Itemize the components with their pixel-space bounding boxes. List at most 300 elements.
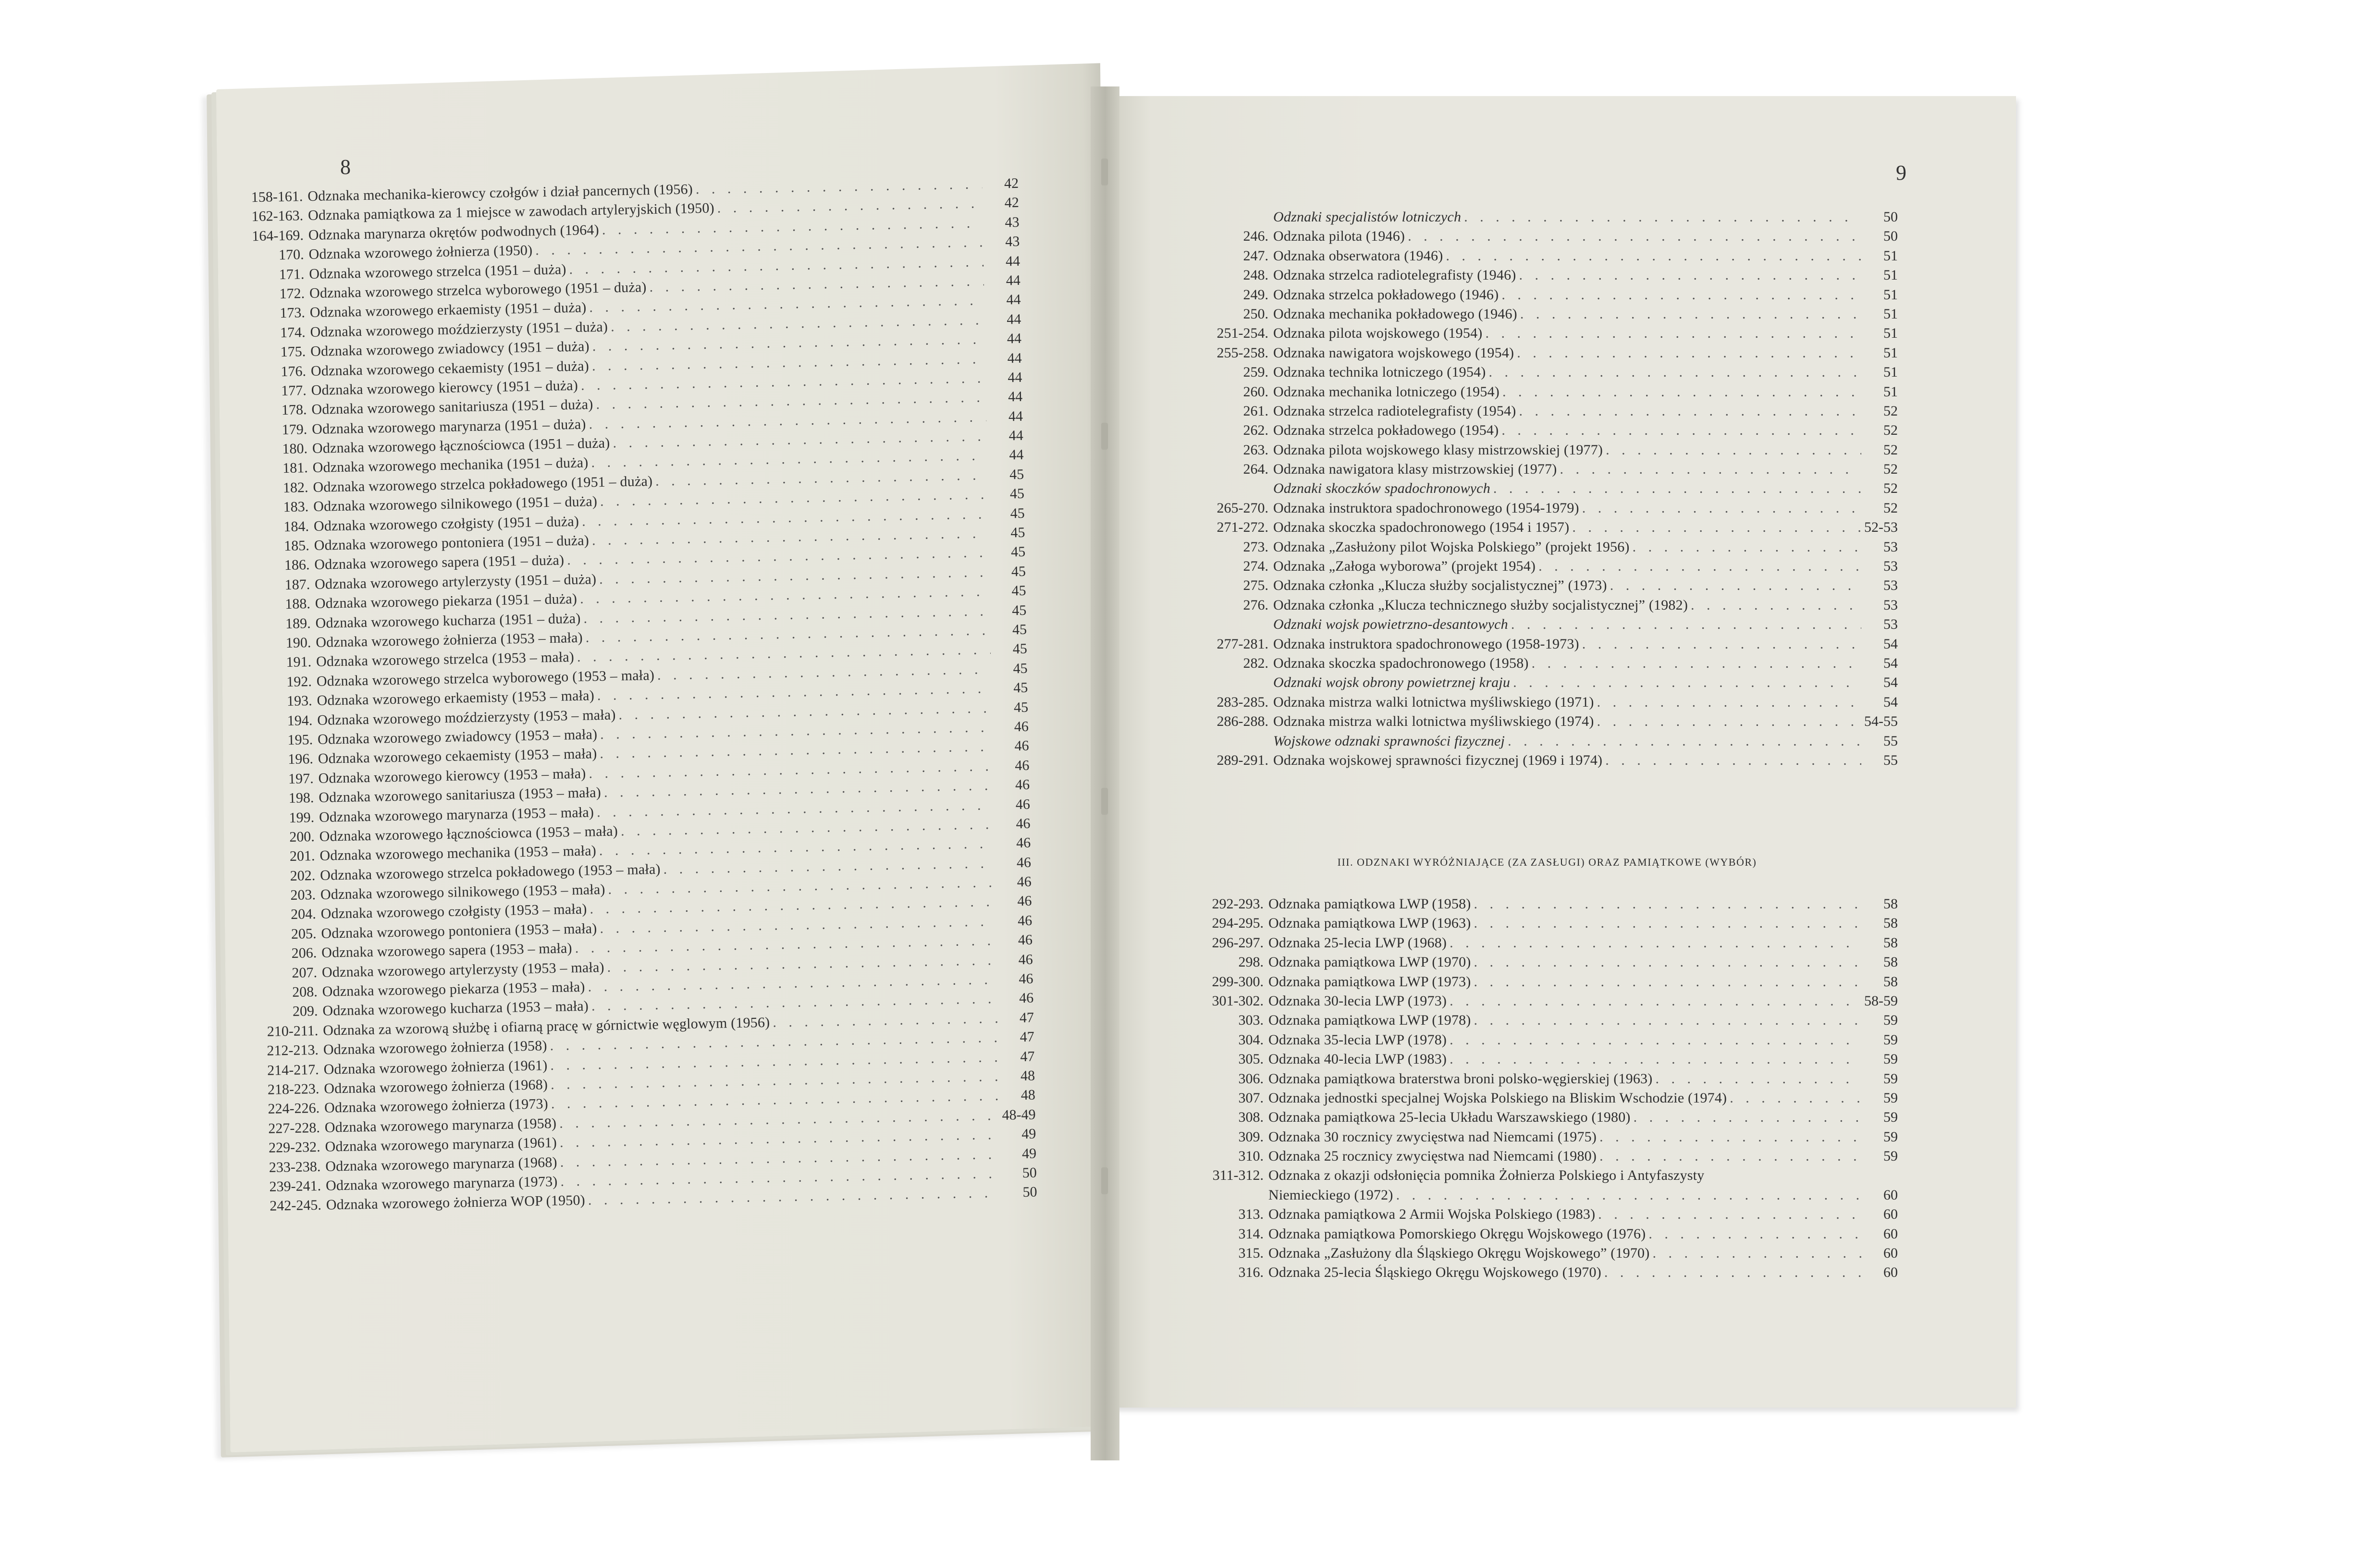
entry-title: Odznaka wzorowego łącznościowca (1951 – duża) — [312, 435, 610, 457]
entry-number: 233-238. — [269, 1158, 321, 1176]
toc-entry — [1192, 1108, 1898, 1127]
entry-page: 58 — [1883, 973, 1898, 990]
entry-page: 43 — [1005, 214, 1020, 231]
entry-number: 259. — [1243, 364, 1268, 380]
entry-number: 182. — [283, 479, 308, 496]
entry-page: 50 — [1022, 1164, 1037, 1181]
dot-leader — [1599, 1127, 1861, 1147]
entry-page: 46 — [1014, 757, 1030, 774]
entry-number: 186. — [284, 557, 310, 574]
entry-number: 316. — [1238, 1264, 1264, 1281]
entry-title: Odznaka pamiątkowa LWP (1958) — [1268, 896, 1471, 912]
binding-staple — [1101, 788, 1108, 815]
toc-entry — [1196, 363, 1898, 382]
entry-number: 305. — [1238, 1051, 1264, 1067]
entry-number: 250. — [1243, 306, 1268, 322]
entry-title: Odznaka pamiątkowa LWP (1978) — [1268, 1012, 1471, 1029]
entry-page: 54 — [1883, 674, 1898, 691]
entry-number: 263. — [1243, 441, 1268, 458]
entry-number: 307. — [1238, 1090, 1264, 1106]
entry-title: Odznaka skoczka spadochronowego (1954 i 1957) — [1273, 519, 1570, 536]
entry-title: Odznaka nawigatora wojskowego (1954) — [1273, 344, 1514, 361]
entry-title: Odznaka wojskowej sprawności fizycznej (1969 i 1974) — [1273, 752, 1603, 768]
entry-title: Odznaka strzelca radiotelegrafisty (1946) — [1273, 267, 1516, 283]
entry-number: 198. — [288, 790, 314, 807]
entry-number: 164-169. — [252, 227, 304, 244]
entry-title: Odznaka „Zasłużony dla Śląskiego Okręgu Wojskowego” (1970) — [1268, 1245, 1650, 1262]
entry-page: 46 — [1015, 776, 1030, 793]
dot-leader — [1513, 673, 1861, 692]
toc-entry — [1196, 596, 1898, 615]
entry-number: 255-258. — [1217, 344, 1268, 361]
entry-title: Odznaka wzorowego żołnierza (1968) — [324, 1077, 548, 1097]
entry-title: Odznaka pamiątkowa LWP (1970) — [1268, 954, 1471, 970]
left-toc-list — [231, 174, 1037, 1216]
entry-title: Odznaka 25 rocznicy zwycięstwa nad Niemcami (1980) — [1268, 1148, 1597, 1164]
toc-entry — [1192, 972, 1898, 992]
entry-title: Odznaka za wzorową służbę i ofiarną pracę w górnictwie węglowym (1956) — [322, 1014, 770, 1039]
entry-number: 204. — [290, 906, 317, 923]
dot-leader — [1488, 363, 1861, 382]
entry-number: 239-241. — [269, 1177, 321, 1195]
entry-page: 59 — [1883, 1051, 1898, 1067]
entry-page: 46 — [1016, 815, 1031, 832]
entry-title: Odznaka 30-lecia LWP (1973) — [1268, 992, 1447, 1009]
entry-title: Odznaka „Zasłużony pilot Wojska Polskiego” (projekt 1956) — [1273, 539, 1630, 555]
toc-entry — [1192, 1205, 1898, 1224]
entry-title: Odznaka 35-lecia LWP (1978) — [1268, 1031, 1447, 1048]
dot-leader — [1450, 992, 1861, 1011]
entry-page: 44 — [1007, 331, 1022, 347]
entry-page: 54 — [1883, 655, 1898, 671]
entry-page: 55 — [1883, 733, 1898, 749]
entry-title: Odznaka wzorowego artylerzysty (1951 – duża) — [314, 571, 597, 592]
entry-number: 311-312. — [1212, 1167, 1264, 1184]
entry-title: Odznaka członka „Klucza technicznego służby socjalistycznej” (1982) — [1273, 597, 1688, 613]
entry-number: 177. — [281, 382, 307, 399]
toc-entry — [1196, 227, 1898, 246]
entry-title: Odznaki specjalistów lotniczych — [1273, 209, 1462, 225]
entry-number: 175. — [280, 343, 306, 360]
toc-entry — [1192, 1166, 1898, 1205]
entry-number: 242-245. — [270, 1197, 322, 1214]
dot-leader — [1610, 576, 1861, 595]
entry-number: 246. — [1243, 228, 1268, 245]
entry-title: Odznaka mistrza walki lotnictwa myśliwskiego (1971) — [1273, 694, 1594, 710]
entry-page: 59 — [1883, 1148, 1898, 1164]
entry-page: 54 — [1883, 694, 1898, 710]
toc-entry — [1196, 382, 1898, 402]
entry-number: 188. — [285, 596, 311, 612]
dot-leader — [1519, 402, 1861, 421]
entry-page: 60 — [1883, 1187, 1898, 1203]
entry-number: 201. — [289, 848, 315, 865]
entry-number: 310. — [1238, 1148, 1264, 1164]
entry-title: Odznaka wzorowego czołgisty (1953 – mała) — [320, 901, 587, 922]
entry-title: Odznaka wzorowego marynarza (1951 – duża) — [311, 416, 586, 437]
entry-number: 172. — [279, 285, 305, 302]
entry-number: 199. — [289, 809, 315, 826]
toc-entry — [1196, 402, 1898, 421]
entry-title: Odznaka strzelca pokładowego (1946) — [1273, 286, 1499, 303]
dot-leader — [1511, 615, 1861, 634]
entry-number: 179. — [282, 421, 307, 438]
right-page-number: 9 — [1896, 161, 1906, 184]
entry-page: 49 — [1021, 1145, 1037, 1162]
entry-page: 58 — [1883, 934, 1898, 951]
toc-entry — [1196, 751, 1898, 770]
entry-title: Odznaka skoczka spadochronowego (1958) — [1273, 655, 1529, 671]
entry-page: 53 — [1883, 558, 1898, 575]
entry-page: 46 — [1016, 834, 1031, 851]
toc-entry — [1192, 1147, 1898, 1166]
entry-page: 52 — [1883, 422, 1898, 439]
entry-number: 200. — [289, 828, 315, 845]
entry-title: Odznaka wzorowego sanitariusza (1953 – mała) — [318, 784, 602, 806]
entry-page: 42 — [1004, 195, 1020, 211]
toc-entry — [1192, 1225, 1898, 1244]
entry-number: 192. — [286, 673, 312, 690]
entry-page: 60 — [1883, 1225, 1898, 1242]
entry-number: 206. — [291, 945, 317, 962]
entry-number: 210-211. — [267, 1022, 319, 1040]
toc-entry — [1196, 693, 1898, 712]
toc-entry — [1192, 1050, 1898, 1069]
entry-page: 60 — [1883, 1206, 1898, 1223]
entry-title: Odznaka pilota wojskowego klasy mistrzowskiej (1977) — [1273, 441, 1603, 458]
entry-number: 292-293. — [1212, 896, 1264, 912]
dot-leader — [1730, 1089, 1861, 1108]
entry-title: Odznaka pamiątkowa 25-lecia Układu Warszawskiego (1980) — [1268, 1109, 1631, 1126]
entry-number: 183. — [283, 499, 309, 515]
entry-page: 44 — [1007, 350, 1022, 366]
entry-number: 224-226. — [268, 1100, 320, 1117]
entry-page: 45 — [1013, 679, 1028, 696]
dot-leader — [1493, 479, 1861, 498]
toc-entry — [1196, 266, 1898, 285]
entry-title: Odznaka pamiątkowa Pomorskiego Okręgu Wojskowego (1976) — [1268, 1225, 1646, 1242]
entry-title: Odznaka wzorowego marynarza (1958) — [324, 1115, 557, 1136]
entry-page: 52 — [1883, 500, 1898, 516]
entry-title: Odznaka wzorowego żołnierza (1973) — [324, 1096, 549, 1116]
entry-title: Odznaka wzorowego sapera (1953 – mała) — [321, 940, 572, 961]
entry-number: 187. — [284, 576, 310, 593]
entry-page: 53 — [1883, 616, 1898, 633]
entry-title: Odznaka wzorowego cekaemisty (1953 – mała) — [318, 746, 597, 767]
entry-number: 248. — [1243, 267, 1268, 283]
entry-title: Odznaka wzorowego żołnierza (1953 – mała) — [316, 629, 583, 650]
toc-entry — [1196, 324, 1898, 343]
entry-title: Odznaka wzorowego żołnierza (1950) — [308, 242, 533, 263]
entry-title-continued: Niemieckiego (1972) — [1268, 1187, 1393, 1203]
entry-title: Odznaka instruktora spadochronowego (1958-1973) — [1273, 636, 1579, 652]
entry-number: 275. — [1243, 577, 1268, 594]
dot-leader — [1408, 227, 1861, 246]
entry-title: Odznaka wzorowego zwiadowcy (1953 – mała) — [317, 726, 598, 747]
entry-number: 178. — [281, 402, 307, 418]
left-page-number: 8 — [340, 155, 351, 179]
entry-page: 47 — [1019, 1009, 1034, 1026]
entry-title: Odznaka wzorowego żołnierza (1961) — [323, 1057, 548, 1078]
entry-number: 176. — [281, 363, 307, 380]
entry-number: 209. — [292, 1003, 318, 1020]
entry-page: 44 — [1006, 272, 1021, 289]
entry-number: 173. — [279, 305, 306, 321]
entry-page: 52 — [1883, 480, 1898, 497]
entry-page: 44 — [1008, 408, 1023, 425]
entry-number: 277-281. — [1217, 636, 1268, 652]
entry-title: Odznaka instruktora spadochronowego (1954-1979) — [1273, 500, 1579, 516]
entry-number: 309. — [1238, 1128, 1264, 1145]
dot-leader — [1633, 538, 1861, 557]
entry-page: 47 — [1020, 1029, 1034, 1045]
toc-entry — [1196, 557, 1898, 576]
dot-leader — [1464, 208, 1861, 227]
toc-subheading — [1196, 732, 1898, 751]
entry-title: Odznaka wzorowego strzelca pokładowego (1953 – mała) — [320, 861, 661, 883]
dot-leader — [1502, 382, 1861, 402]
entry-number: 158-161. — [251, 188, 303, 206]
entry-title: Odznaka wzorowego kierowcy (1951 – duża) — [311, 377, 578, 398]
entry-page: 45 — [1009, 466, 1024, 483]
entry-number: 208. — [292, 983, 318, 1000]
entry-number: 203. — [290, 887, 316, 904]
toc-entry — [1196, 635, 1898, 654]
entry-number: 282. — [1243, 655, 1268, 671]
entry-page: 48-49 — [1002, 1106, 1036, 1123]
entry-page: 50 — [1022, 1184, 1037, 1200]
entry-number: 180. — [282, 441, 308, 457]
dot-leader — [1599, 1147, 1861, 1166]
entry-page: 59 — [1883, 1128, 1898, 1145]
entry-number: 190. — [285, 635, 311, 651]
entry-page: 45 — [1010, 505, 1025, 522]
entry-number: 247. — [1243, 247, 1268, 264]
toc-entry — [1196, 305, 1898, 324]
entry-title: Odznaka wzorowego pontoniera (1953 – mała) — [321, 920, 597, 942]
entry-number: 174. — [280, 324, 306, 341]
entry-number: 304. — [1238, 1031, 1264, 1048]
dot-leader — [1450, 933, 1861, 953]
entry-page: 45 — [1012, 602, 1027, 618]
entry-number: 227-228. — [268, 1119, 320, 1137]
entry-page: 60 — [1883, 1264, 1898, 1281]
entry-page: 58 — [1883, 954, 1898, 970]
entry-page: 44 — [1006, 292, 1021, 308]
dot-leader — [1446, 246, 1861, 266]
toc-entry — [1196, 499, 1898, 518]
entry-title: Odznaki skoczków spadochronowych — [1273, 480, 1490, 497]
entry-title: Odznaka wzorowego strzelca wyborowego (1953 – mała) — [316, 667, 655, 689]
entry-page: 44 — [1008, 427, 1024, 444]
entry-title: Odznaka wzorowego sanitariusza (1951 – duża) — [311, 396, 593, 418]
entry-page: 51 — [1883, 344, 1898, 361]
entry-page: 45 — [1010, 544, 1026, 560]
entry-number: 265-270. — [1217, 500, 1268, 516]
dot-leader — [1606, 441, 1861, 460]
entry-page: 51 — [1883, 364, 1898, 380]
entry-number: 218-223. — [267, 1080, 320, 1098]
toc-entry — [1192, 1069, 1898, 1089]
entry-number: 289-291. — [1217, 752, 1268, 768]
entry-number: 193. — [286, 693, 312, 710]
entry-title: Odznaka wzorowego strzelca (1953 – mała) — [316, 649, 575, 670]
toc-entry — [1196, 712, 1898, 731]
entry-page: 48 — [1020, 1067, 1035, 1084]
entry-number: 251-254. — [1217, 325, 1268, 342]
dot-leader — [1501, 421, 1861, 440]
entry-page: 53 — [1883, 597, 1898, 613]
entry-title: Odznaka członka „Klucza służby socjalistycznej” (1973) — [1273, 577, 1607, 594]
entry-title: Odznaka wzorowego piekarza (1953 – mała) — [322, 979, 585, 1000]
toc-subheading — [1196, 673, 1898, 692]
toc-entry — [1192, 1011, 1898, 1030]
entry-title: Odznaka wzorowego marynarza (1968) — [325, 1154, 557, 1175]
entry-page: 58-59 — [1864, 992, 1898, 1009]
dot-leader — [1396, 1186, 1861, 1205]
toc-entry — [1192, 1244, 1898, 1263]
entry-title: Odznaka wzorowego sapera (1951 – duża) — [314, 552, 565, 573]
entry-number: 249. — [1243, 286, 1268, 303]
entry-title: Odznaka wzorowego kierowcy (1953 – mała) — [318, 765, 586, 786]
entry-number: 262. — [1243, 422, 1268, 439]
entry-page: 51 — [1883, 267, 1898, 283]
entry-title: Odznaka z okazji odsłonięcia pomnika Żołnierza Polskiego i Antyfaszysty — [1268, 1167, 1705, 1184]
entry-page: 59 — [1883, 1109, 1898, 1126]
entry-page: 46 — [1017, 873, 1032, 890]
entry-number: 306. — [1238, 1070, 1264, 1087]
dot-leader — [1532, 654, 1861, 673]
book-gutter — [1091, 86, 1119, 1460]
entry-page: 48 — [1020, 1087, 1036, 1103]
dot-leader — [1474, 914, 1862, 933]
toc-entry — [1192, 1089, 1898, 1108]
entry-number: 283-285. — [1217, 694, 1268, 710]
toc-entry — [1196, 246, 1898, 266]
dot-leader — [1520, 305, 1861, 324]
entry-page: 45 — [1011, 583, 1026, 599]
entry-page: 44 — [1008, 389, 1023, 405]
entry-number: 301-302. — [1212, 992, 1264, 1009]
entry-number: 181. — [282, 460, 308, 477]
entry-page: 45 — [1012, 621, 1027, 638]
entry-page: 46 — [1014, 718, 1029, 735]
entry-number: 191. — [286, 654, 312, 671]
entry-title: Odznaka wzorowego marynarza (1961) — [325, 1135, 557, 1155]
dot-leader — [1634, 1108, 1861, 1127]
entry-page: 45 — [1012, 641, 1028, 657]
entry-number: 314. — [1238, 1225, 1264, 1242]
entry-page: 60 — [1883, 1245, 1898, 1262]
dot-leader — [1598, 1205, 1861, 1224]
entry-page: 50 — [1883, 228, 1898, 245]
entry-page: 45 — [1013, 660, 1028, 677]
entry-page: 51 — [1883, 306, 1898, 322]
entry-number: 261. — [1243, 403, 1268, 419]
entry-title: Odznaka wzorowego moździerzysty (1953 – mała) — [317, 707, 616, 728]
entry-page: 46 — [1018, 951, 1033, 968]
toc-entry — [1192, 933, 1898, 953]
entry-title: Wojskowe odznaki sprawności fizycznej — [1273, 733, 1505, 749]
entry-number: 212-213. — [267, 1042, 319, 1059]
dot-leader — [1517, 343, 1861, 363]
dot-leader — [1560, 460, 1862, 479]
binding-staple — [1101, 1167, 1108, 1194]
entry-title: Odznaka jednostki specjalnej Wojska Polskiego na Bliskim Wschodzie (1974) — [1268, 1090, 1727, 1106]
entry-title: Odznaka wzorowego silnikowego (1953 – mała) — [320, 882, 605, 903]
entry-page: 59 — [1883, 1070, 1898, 1087]
entry-title: Odznaka wzorowego cekaemisty (1951 – duża) — [310, 357, 590, 379]
dot-leader — [1501, 285, 1861, 305]
toc-entry — [1192, 992, 1898, 1011]
entry-title: Odznaka wzorowego mechanika (1951 – duża) — [312, 454, 589, 476]
entry-title: Odznaka mechanika pokładowego (1946) — [1273, 306, 1517, 322]
toc-entry — [1192, 1263, 1898, 1282]
dot-leader — [1519, 266, 1861, 285]
entry-page: 54 — [1883, 636, 1898, 652]
entry-page: 45 — [1010, 524, 1025, 541]
entry-page: 46 — [1014, 738, 1029, 754]
toc-entry — [1196, 518, 1898, 537]
entry-page: 51 — [1883, 247, 1898, 264]
entry-title: Odznaka wzorowego strzelca pokładowego (1951 – duża) — [313, 473, 653, 495]
dot-leader — [1597, 693, 1861, 712]
entry-title: Odznaka mistrza walki lotnictwa myśliwskiego (1974) — [1273, 713, 1594, 730]
entry-page: 59 — [1883, 1090, 1898, 1106]
entry-page: 44 — [1005, 253, 1020, 270]
dot-leader — [1572, 518, 1861, 537]
entry-page: 54-55 — [1864, 713, 1898, 730]
entry-number: 214-217. — [267, 1061, 319, 1078]
toc-entry — [1196, 285, 1898, 305]
entry-title: Odznaka strzelca radiotelegrafisty (1954) — [1273, 403, 1516, 419]
entry-page: 53 — [1883, 577, 1898, 594]
toc-entry — [1192, 914, 1898, 933]
binding-staple — [1101, 423, 1108, 450]
entry-title: Odznaka wzorowego żołnierza WOP (1950) — [326, 1192, 586, 1213]
entry-page: 44 — [1009, 447, 1024, 463]
dot-leader — [1450, 1050, 1861, 1069]
dot-leader — [1485, 324, 1861, 343]
toc-entry — [1196, 441, 1898, 460]
entry-title: Odznaka wzorowego mechanika (1953 – mała) — [320, 843, 597, 864]
entry-page: 52-53 — [1864, 519, 1898, 536]
entry-number: 303. — [1238, 1012, 1264, 1029]
right-toc-list — [1196, 208, 1898, 770]
dot-leader — [1582, 635, 1861, 654]
dot-leader — [1474, 1011, 1862, 1030]
entry-title: Odznaka pamiątkowa braterstwa broni polsko-węgierskiej (1963) — [1268, 1070, 1653, 1087]
toc-entry — [1196, 343, 1898, 363]
entry-title: Odznaka pamiątkowa za 1 miejsce w zawodach artyleryjskich (1950) — [307, 200, 715, 224]
section-heading: III. ODZNAKI WYRÓŻNIAJĄCE (ZA ZASŁUGI) ORAZ PAMIĄTKOWE (WYBÓR) — [1337, 856, 1757, 868]
entry-number: 313. — [1238, 1206, 1264, 1223]
entry-page: 58 — [1883, 915, 1898, 931]
toc-subheading — [1196, 208, 1898, 227]
entry-page: 51 — [1883, 286, 1898, 303]
entry-title: Odznaka wzorowego czołgisty (1951 – duża) — [313, 513, 579, 534]
dot-leader — [1691, 596, 1861, 615]
entry-title: Odznaka wzorowego łącznościowca (1953 – mała) — [319, 823, 618, 845]
entry-page: 52 — [1883, 403, 1898, 419]
entry-page: 49 — [1021, 1126, 1036, 1142]
entry-number: 271-272. — [1217, 519, 1268, 536]
toc-entry — [1196, 654, 1898, 673]
entry-page: 52 — [1883, 461, 1898, 478]
dot-leader — [1474, 972, 1862, 992]
entry-number: 276. — [1243, 597, 1268, 613]
entry-title: Odznaki wojsk powietrzno-desantowych — [1273, 616, 1508, 633]
